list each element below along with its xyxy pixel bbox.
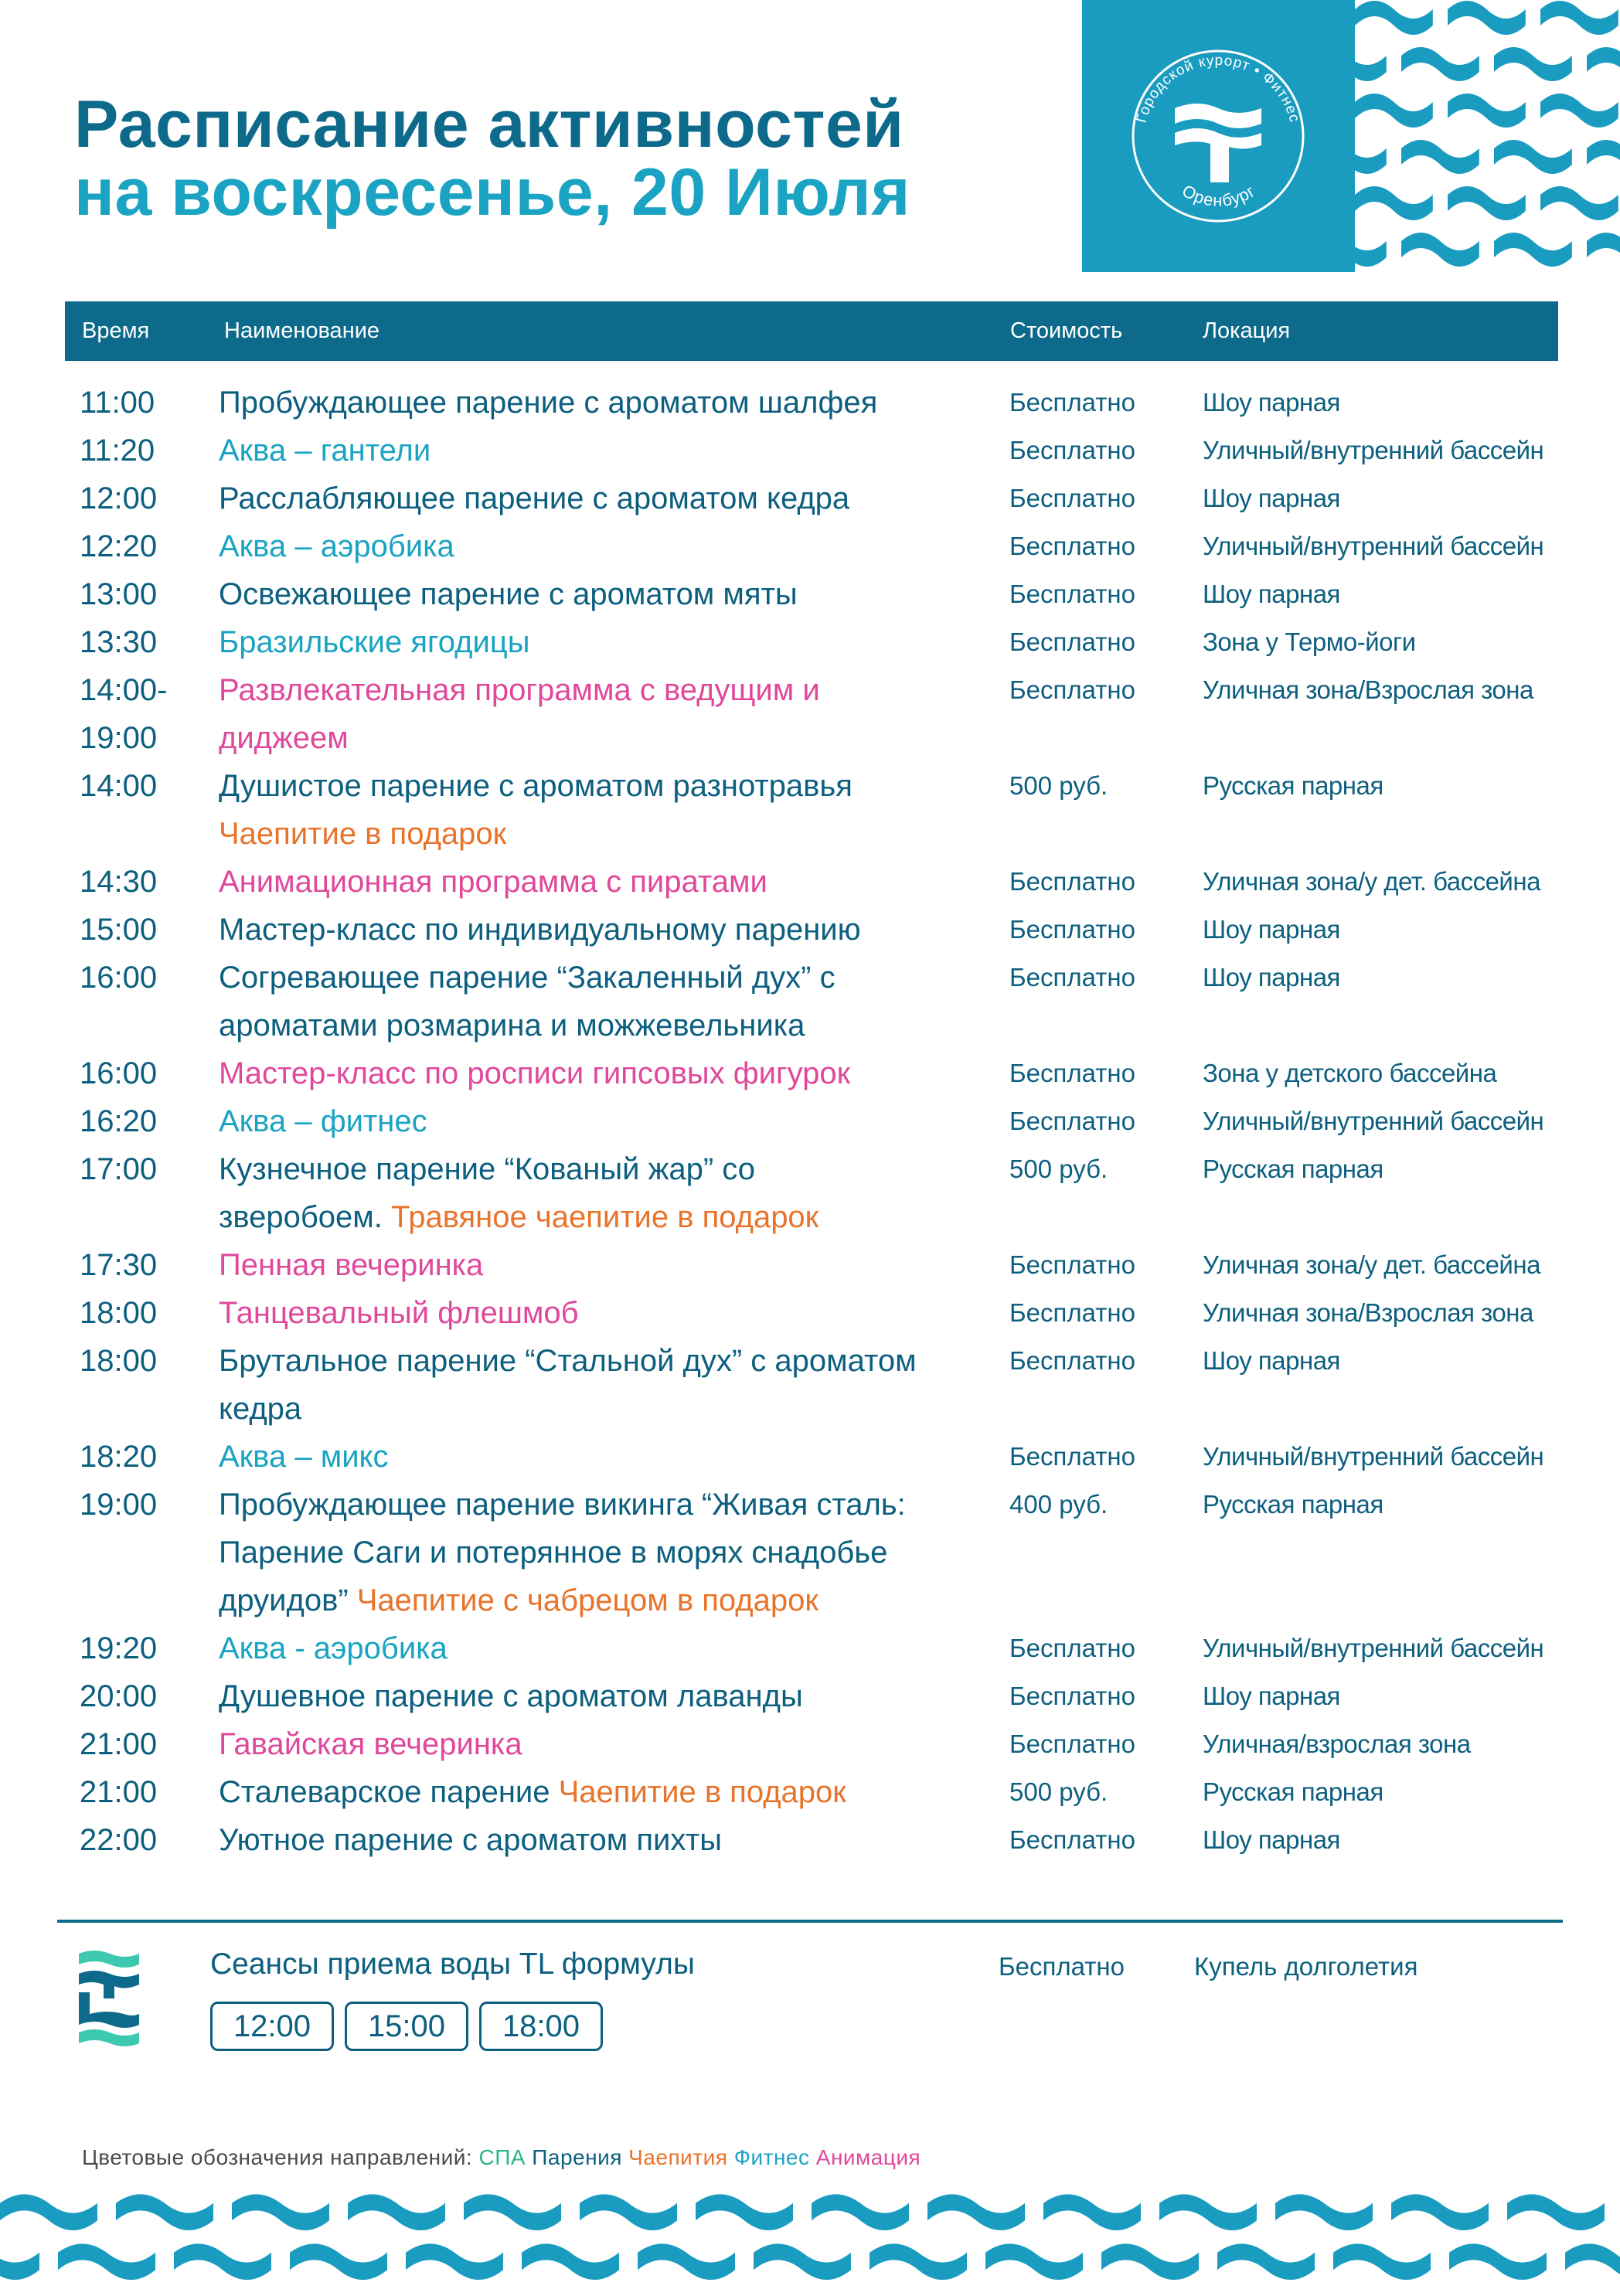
schedule-cost: Бесплатно — [1009, 1682, 1135, 1710]
schedule-time: 21:00 — [80, 1775, 158, 1809]
schedule-row — [0, 475, 1620, 522]
schedule-location: Уличный/внутренний бассейн — [1203, 1634, 1544, 1662]
schedule-cost: 500 руб. — [1009, 1155, 1108, 1183]
schedule-time: 17:00 — [80, 1152, 158, 1186]
schedule-time: 18:20 — [80, 1440, 158, 1474]
schedule-time: 22:00 — [80, 1823, 158, 1857]
schedule-row — [0, 1289, 1620, 1337]
schedule-activity: Развлекательная программа с ведущим и диджеем — [219, 673, 820, 755]
schedule-location: Уличная/взрослая зона — [1203, 1730, 1471, 1758]
schedule-activity: Танцевальный флешмоб — [219, 1296, 579, 1330]
schedule-location: Уличный/внутренний бассейн — [1203, 1107, 1544, 1135]
legend-item-animation: Анимация — [815, 2145, 921, 2169]
schedule-row — [0, 1241, 1620, 1289]
schedule-row — [0, 1145, 1620, 1241]
schedule-location: Русская парная — [1203, 771, 1383, 800]
page-title-line1: Расписание активностей — [74, 87, 904, 162]
schedule-time: 13:30 — [80, 625, 158, 659]
schedule-location: Уличная зона/у дет. бассейна — [1203, 867, 1540, 896]
tl-formula-cost: Бесплатно — [999, 1952, 1125, 1981]
legend-item-fitness: Фитнес — [733, 2145, 810, 2169]
schedule-time: 17:30 — [80, 1248, 158, 1282]
schedule-activity: Кузнечное парение “Кованый жар” со зверобоем. Травяное чаепитие в подарок — [219, 1152, 819, 1234]
schedule-cost: Бесплатно — [1009, 915, 1135, 944]
schedule-time: 18:00 — [80, 1344, 158, 1378]
table-header — [65, 301, 1558, 361]
tl-formula-icon — [76, 1947, 142, 2048]
schedule-row — [0, 1049, 1620, 1097]
schedule-row — [0, 427, 1620, 475]
section-divider — [57, 1920, 1563, 1923]
tl-formula-location: Купель долголетия — [1194, 1952, 1418, 1981]
schedule-location: Уличная зона/Взрослая зона — [1203, 675, 1533, 704]
schedule-row — [0, 666, 1620, 762]
column-header-name: Наименование — [224, 318, 380, 343]
schedule-cost: Бесплатно — [1009, 1250, 1135, 1279]
schedule-time: 11:00 — [80, 386, 155, 420]
schedule-row — [0, 618, 1620, 666]
schedule-time: 12:00 — [80, 481, 158, 515]
schedule-activity: Аква - аэробика — [219, 1631, 448, 1665]
schedule-location: Уличная зона/у дет. бассейна — [1203, 1250, 1540, 1279]
schedule-activity: Мастер-класс по росписи гипсовых фигурок — [219, 1056, 851, 1090]
schedule-cost: 400 руб. — [1009, 1490, 1108, 1519]
schedule-activity: Душистое парение с ароматом разнотравья Чаепитие в подарок — [219, 769, 853, 851]
decorative-waves-top — [1355, 0, 1620, 272]
schedule-activity: Пробуждающее парение с ароматом шалфея — [219, 386, 878, 420]
logo-city-text: Оренбург — [1179, 180, 1259, 210]
schedule-row — [0, 954, 1620, 1049]
schedule-cost: Бесплатно — [1009, 963, 1135, 992]
schedule-cost: Бесплатно — [1009, 1059, 1135, 1087]
schedule-cost: Бесплатно — [1009, 675, 1135, 704]
schedule-activity: Аква – фитнес — [219, 1104, 427, 1138]
schedule-row — [0, 379, 1620, 427]
schedule-cost: Бесплатно — [1009, 1730, 1135, 1758]
schedule-time: 21:00 — [80, 1727, 158, 1761]
schedule-location: Шоу парная — [1203, 1682, 1340, 1710]
schedule-time: 20:00 — [80, 1679, 158, 1713]
schedule-activity: Освежающее парение с ароматом мяты — [219, 577, 798, 611]
schedule-activity: Аква – микс — [219, 1440, 389, 1474]
schedule-location: Шоу парная — [1203, 388, 1340, 417]
schedule-row — [0, 1672, 1620, 1720]
page-title-line2: на воскресенье, 20 Июля — [74, 155, 910, 230]
tl-session-time-3: 18:00 — [479, 2002, 603, 2051]
schedule-cost: Бесплатно — [1009, 867, 1135, 896]
svg-text:Оренбург — [1179, 181, 1259, 210]
schedule-cost: Бесплатно — [1009, 580, 1135, 608]
schedule-cost: Бесплатно — [1009, 1442, 1135, 1471]
column-header-location: Локация — [1203, 318, 1291, 343]
schedule-cost: Бесплатно — [1009, 388, 1135, 417]
schedule-cost: Бесплатно — [1009, 1346, 1135, 1375]
schedule-location: Уличный/внутренний бассейн — [1203, 436, 1544, 464]
schedule-time: 19:20 — [80, 1631, 158, 1665]
schedule-time: 16:00 — [80, 1056, 158, 1090]
schedule-location: Зона у Термо-йоги — [1203, 628, 1416, 656]
schedule-location: Шоу парная — [1203, 963, 1340, 992]
schedule-activity: Бразильские ягодицы — [219, 625, 530, 659]
schedule-activity: Аква – аэробика — [219, 529, 454, 563]
legend-item-spa: СПА — [478, 2145, 526, 2169]
schedule-row — [0, 1624, 1620, 1672]
schedule-location: Зона у детского бассейна — [1203, 1059, 1497, 1087]
schedule-time: 14:00 — [80, 769, 158, 803]
schedule-time: 13:00 — [80, 577, 158, 611]
schedule-time: 19:00 — [80, 1488, 158, 1522]
schedule-location: Шоу парная — [1203, 1825, 1340, 1854]
schedule-location: Русская парная — [1203, 1155, 1383, 1183]
schedule-time: 15:00 — [80, 913, 158, 947]
tl-formula-title: Сеансы приема воды TL формулы — [210, 1947, 695, 1981]
schedule-location: Шоу парная — [1203, 1346, 1340, 1375]
decorative-waves-bottom — [0, 2193, 1620, 2292]
schedule-activity: Пробуждающее парение викинга “Живая сталь: Парение Саги и потерянное в морях снадобье друидов” Чаепитие с чабрецом в подарок — [219, 1488, 906, 1617]
legend-item-steam: Парения — [532, 2145, 622, 2169]
schedule-time: 14:00- 19:00 — [80, 673, 168, 755]
schedule-row — [0, 1720, 1620, 1768]
schedule-activity: Уютное парение с ароматом пихты — [219, 1823, 723, 1857]
schedule-row — [0, 1337, 1620, 1433]
schedule-time: 16:00 — [80, 961, 158, 995]
schedule-activity: Расслабляющее парение с ароматом кедра — [219, 481, 850, 515]
schedule-cost: Бесплатно — [1009, 1634, 1135, 1662]
schedule-location: Уличный/внутренний бассейн — [1203, 532, 1544, 560]
schedule-time: 12:20 — [80, 529, 158, 563]
schedule-cost: Бесплатно — [1009, 532, 1135, 560]
schedule-activity: Пенная вечеринка — [219, 1248, 484, 1282]
schedule-location: Уличный/внутренний бассейн — [1203, 1442, 1544, 1471]
schedule-row — [0, 858, 1620, 906]
tl-session-time-1: 12:00 — [210, 2002, 334, 2051]
schedule-activity: Анимационная программа с пиратами — [219, 865, 767, 899]
logo-box — [1082, 0, 1355, 272]
column-header-time: Время — [82, 318, 150, 343]
schedule-activity: Душевное парение с ароматом лаванды — [219, 1679, 803, 1713]
schedule-cost: Бесплатно — [1009, 484, 1135, 512]
schedule-location: Русская парная — [1203, 1777, 1383, 1806]
logo-ring-text: Городской курорт • Фитнес — [1133, 52, 1303, 125]
schedule-location: Шоу парная — [1203, 484, 1340, 512]
schedule-activity: Аква – гантели — [219, 434, 431, 468]
tl-session-time-2: 15:00 — [345, 2002, 468, 2051]
schedule-row — [0, 1481, 1620, 1624]
schedule-row — [0, 1816, 1620, 1864]
schedule-row — [0, 1768, 1620, 1816]
schedule-location: Русская парная — [1203, 1490, 1383, 1519]
schedule-row — [0, 906, 1620, 954]
legend-item-tea: Чаепития — [628, 2145, 728, 2169]
schedule-cost: 500 руб. — [1009, 1777, 1108, 1806]
schedule-activity: Мастер-класс по индивидуальному парению — [219, 913, 861, 947]
color-legend — [82, 2145, 921, 2170]
schedule-time: 14:30 — [80, 865, 158, 899]
schedule-cost: Бесплатно — [1009, 628, 1135, 656]
schedule-row — [0, 522, 1620, 570]
schedule-location: Шоу парная — [1203, 580, 1340, 608]
schedule-row — [0, 762, 1620, 858]
schedule-row — [0, 1433, 1620, 1481]
column-header-cost: Стоимость — [1010, 318, 1123, 343]
schedule-activity: Согревающее парение “Закаленный дух” с ароматами розмарина и можжевельника — [219, 961, 836, 1043]
schedule-row — [0, 570, 1620, 618]
schedule-cost: Бесплатно — [1009, 1825, 1135, 1854]
schedule-row — [0, 1097, 1620, 1145]
schedule-cost: Бесплатно — [1009, 436, 1135, 464]
schedule-cost: 500 руб. — [1009, 771, 1108, 800]
schedule-location: Уличная зона/Взрослая зона — [1203, 1298, 1533, 1327]
schedule-time: 18:00 — [80, 1296, 158, 1330]
schedule-time: 11:20 — [80, 434, 155, 468]
schedule-time: 16:20 — [80, 1104, 158, 1138]
schedule-activity: Брутальное парение “Стальной дух” с ароматом кедра — [219, 1344, 917, 1426]
legend-prefix: Цветовые обозначения направлений: — [82, 2145, 479, 2169]
tl-logo-icon — [1082, 0, 1355, 272]
schedule-activity: Гавайская вечеринка — [219, 1727, 522, 1761]
schedule-location: Шоу парная — [1203, 915, 1340, 944]
schedule-cost: Бесплатно — [1009, 1107, 1135, 1135]
schedule-activity: Сталеварское парение Чаепитие в подарок — [219, 1775, 846, 1809]
schedule-cost: Бесплатно — [1009, 1298, 1135, 1327]
